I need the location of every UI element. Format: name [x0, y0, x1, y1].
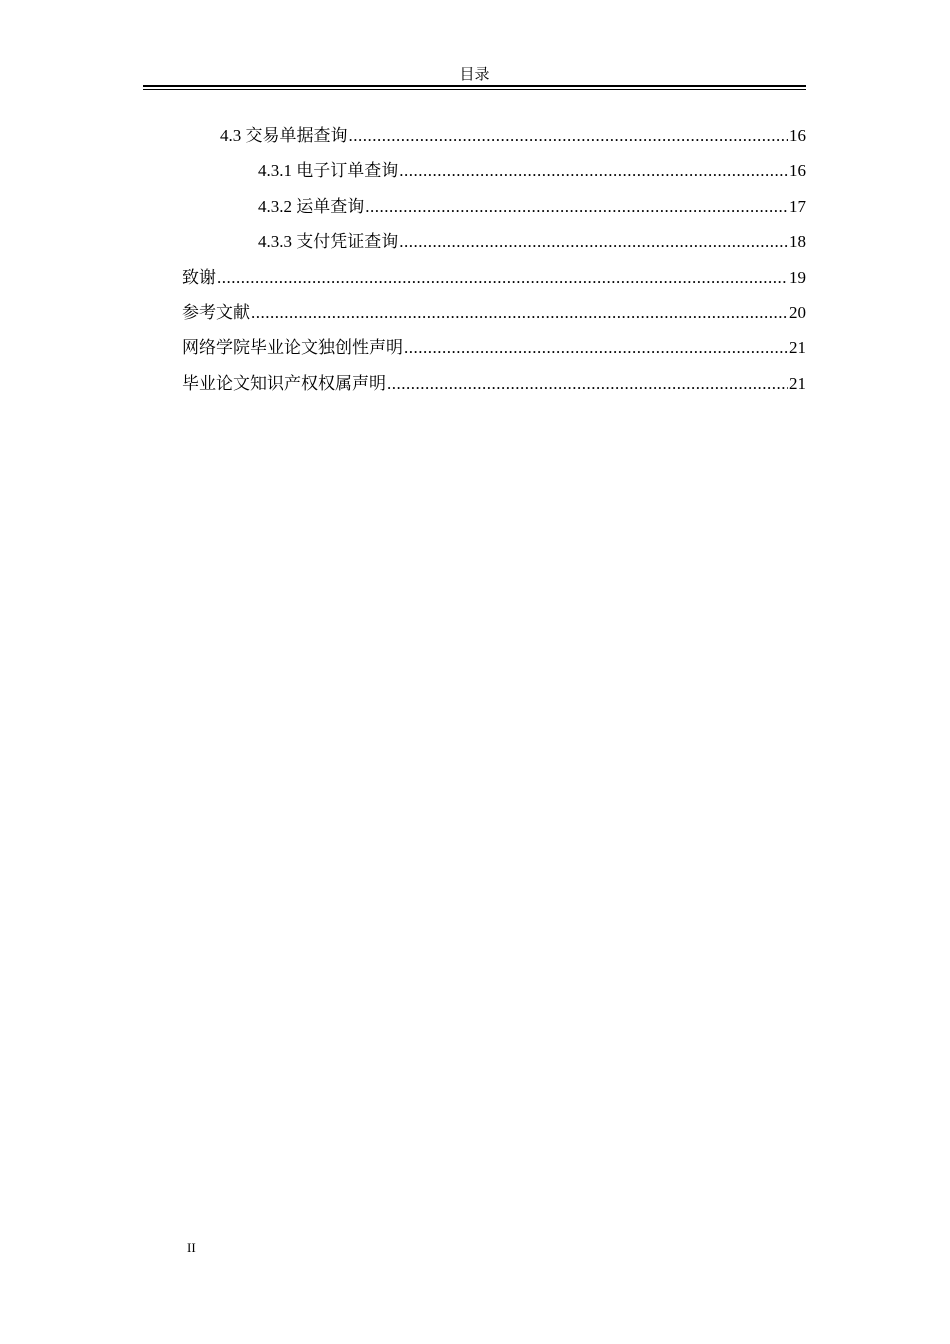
toc-entry[interactable]: [182, 195, 806, 230]
toc-entry-label: 毕业论文知识产权权属声明: [182, 373, 386, 393]
toc-entry-page: 19: [789, 267, 806, 287]
toc-dot-leader: [399, 159, 788, 183]
toc-dot-leader: [404, 336, 788, 360]
toc-entry[interactable]: [182, 301, 806, 336]
toc-entry[interactable]: [182, 336, 806, 371]
page-header: [143, 62, 806, 92]
header-rule-thick: [143, 85, 806, 87]
toc-entry-label: 参考文献: [182, 302, 250, 322]
toc-entry-page: 21: [789, 338, 806, 358]
toc-entry[interactable]: [182, 372, 806, 407]
toc-dot-leader: [217, 266, 788, 290]
toc-dot-leader: [399, 230, 788, 254]
toc-dot-leader: [349, 124, 789, 148]
toc-entry-page: 20: [789, 302, 806, 322]
header-title: 目录: [459, 67, 490, 83]
toc-entry[interactable]: [182, 266, 806, 301]
table-of-contents: [182, 124, 806, 407]
toc-entry[interactable]: [182, 124, 806, 159]
toc-entry-page: 17: [789, 196, 806, 216]
toc-entry-label: 致谢: [182, 267, 216, 287]
page-number: II: [187, 1240, 196, 1255]
toc-entry[interactable]: [182, 159, 806, 194]
toc-entry-label: 4.3.2 运单查询: [258, 196, 365, 216]
toc-entry-label: 4.3.1 电子订单查询: [258, 161, 399, 181]
toc-entry-page: 16: [789, 161, 806, 181]
toc-entry-page: 18: [789, 232, 806, 252]
toc-entry[interactable]: [182, 230, 806, 265]
toc-entry-label: 网络学院毕业论文独创性声明: [182, 338, 403, 358]
header-rule-thin: [143, 89, 806, 90]
toc-dot-leader: [251, 301, 788, 325]
toc-dot-leader: [387, 372, 788, 396]
toc-entry-label: 4.3.3 支付凭证查询: [258, 232, 399, 252]
toc-entry-page: 21: [789, 373, 806, 393]
toc-entry-label: 4.3 交易单据查询: [220, 126, 348, 145]
toc-dot-leader: [365, 195, 788, 219]
toc-entry-page: 16: [789, 126, 806, 145]
